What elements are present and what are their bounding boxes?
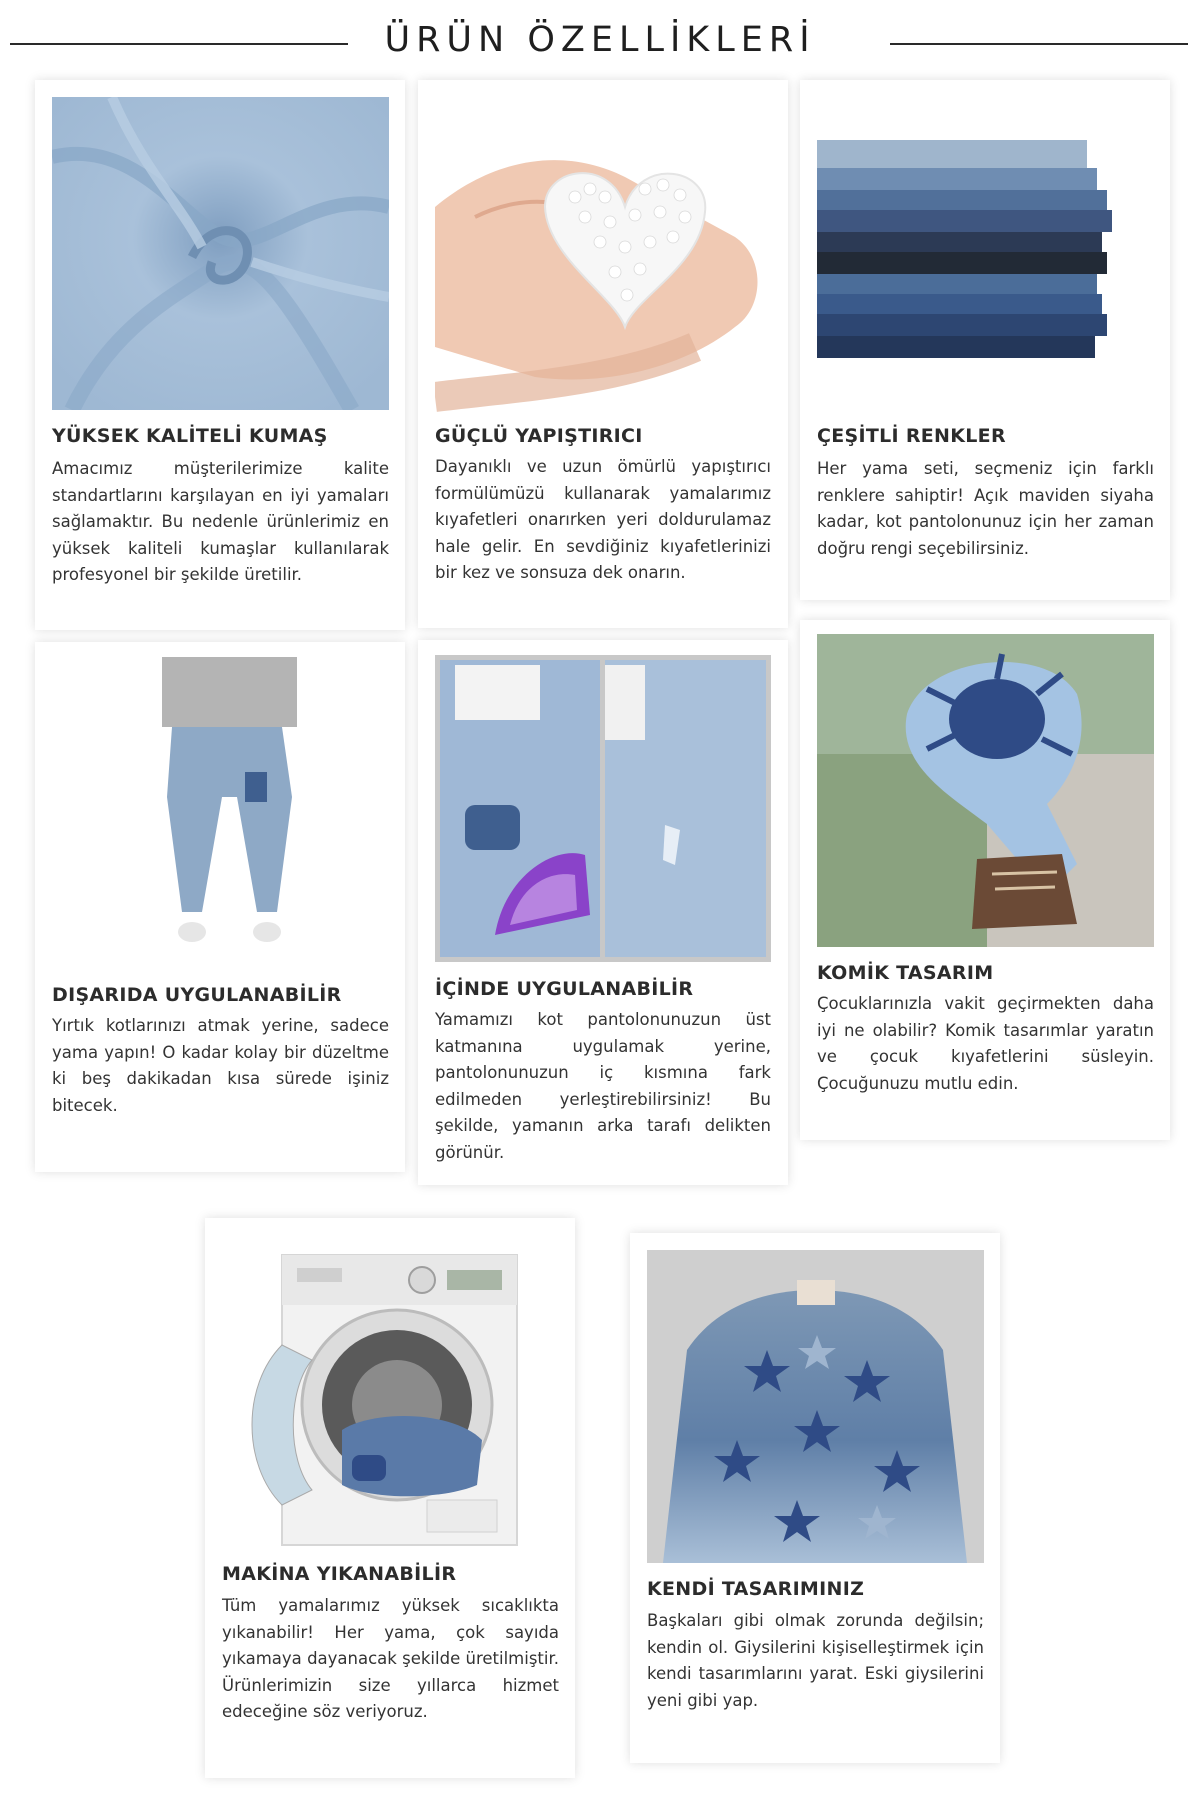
feature-description: Yırtık kotlarınızı atmak yerine, sadece yama yapın! O kadar kolay bir düzeltme ki beş dakikadan kısa sürede işiniz bitecek. (52, 1016, 389, 1115)
section-header (0, 18, 1200, 68)
feature-card-various-colors (800, 80, 1170, 600)
washing-machine-image (222, 1235, 559, 1550)
feature-card-strong-adhesive (418, 80, 788, 628)
feature-title: KENDİ TASARIMINIZ (647, 1578, 865, 1600)
feature-title: İÇİNDE UYGULANABİLİR (435, 978, 694, 1000)
jeans-patch-outside-image (52, 657, 389, 962)
denim-stack-image (817, 140, 1117, 370)
fabric-image (52, 97, 389, 410)
feature-description: Her yama seti, seçmeniz için farklı renklere sahiptir! Açık maviden siyaha kadar, kot pantolonunuz için her zaman doğru rengi seçebilirsiniz. (817, 459, 1154, 558)
feature-description: Amacımız müşterilerimize kalite standartlarını karşılayan en iyi yamaları sağlamaktır. Bu nedenle ürünlerimiz en yüksek kaliteli kumaşlar kullanılarak profesyonel bir şekilde üretilir. (52, 459, 389, 584)
header-divider-right (890, 43, 1188, 45)
feature-title: KOMİK TASARIM (817, 962, 994, 984)
feature-title: YÜKSEK KALİTELİ KUMAŞ (52, 425, 328, 447)
bug-patch-knee-image (817, 634, 1154, 947)
star-patch-jacket-image (647, 1250, 984, 1563)
feature-description: Başkaları gibi olmak zorunda değilsin; kendin ol. Giysilerini kişiselleştirmek için kendi tasarımlarını yarat. Eski giysilerini yeni gibi yap. (647, 1611, 984, 1710)
adhesive-beads-image (435, 97, 771, 412)
feature-card-inside-application (418, 640, 788, 1185)
section-title: ÜRÜN ÖZELLİKLERİ (384, 20, 816, 60)
feature-card-machine-washable (205, 1218, 575, 1778)
feature-card-funny-design (800, 620, 1170, 1140)
feature-description: Tüm yamalarımız yüksek sıcaklıkta yıkanabilir! Her yama, çok sayıda yıkamaya dayanacak şekilde üretilmiştir. Ürünlerimizin size yıllarca hizmet edeceğine söz veriyoruz. (222, 1596, 559, 1721)
feature-description: Dayanıklı ve uzun ömürlü yapıştırıcı formülümüzü kullanarak yamalarımız kıyafetleri onarırken yeri doldurulamaz hale gelir. En sevdiğiniz kıyafetlerinizi bir kez ve sonsuza dek onarın. (435, 457, 771, 582)
feature-card-your-own-design (630, 1233, 1000, 1763)
feature-card-quality-fabric (35, 80, 405, 630)
feature-description: Çocuklarınızla vakit geçirmekten daha iyi ne olabilir? Komik tasarımlar yaratın ve çocuk kıyafetlerini süsleyin. Çocuğunuzu mutlu edin. (817, 994, 1154, 1093)
jeans-ironing-image (435, 655, 771, 962)
feature-title: GÜÇLÜ YAPIŞTIRICI (435, 425, 643, 447)
feature-description: Yamamızı kot pantolonunuzun üst katmanına uygulamak yerine, pantolonunuzun iç kısmına fark edilmeden yerleştirebilirsiniz! Bu şekilde, yamanın arka tarafı delikten görünür. (435, 1010, 771, 1162)
feature-title: ÇEŞİTLİ RENKLER (817, 425, 1006, 447)
feature-title: MAKİNA YIKANABİLİR (222, 1563, 457, 1585)
feature-title: DIŞARIDA UYGULANABİLİR (52, 984, 342, 1006)
feature-card-outside-application (35, 642, 405, 1172)
